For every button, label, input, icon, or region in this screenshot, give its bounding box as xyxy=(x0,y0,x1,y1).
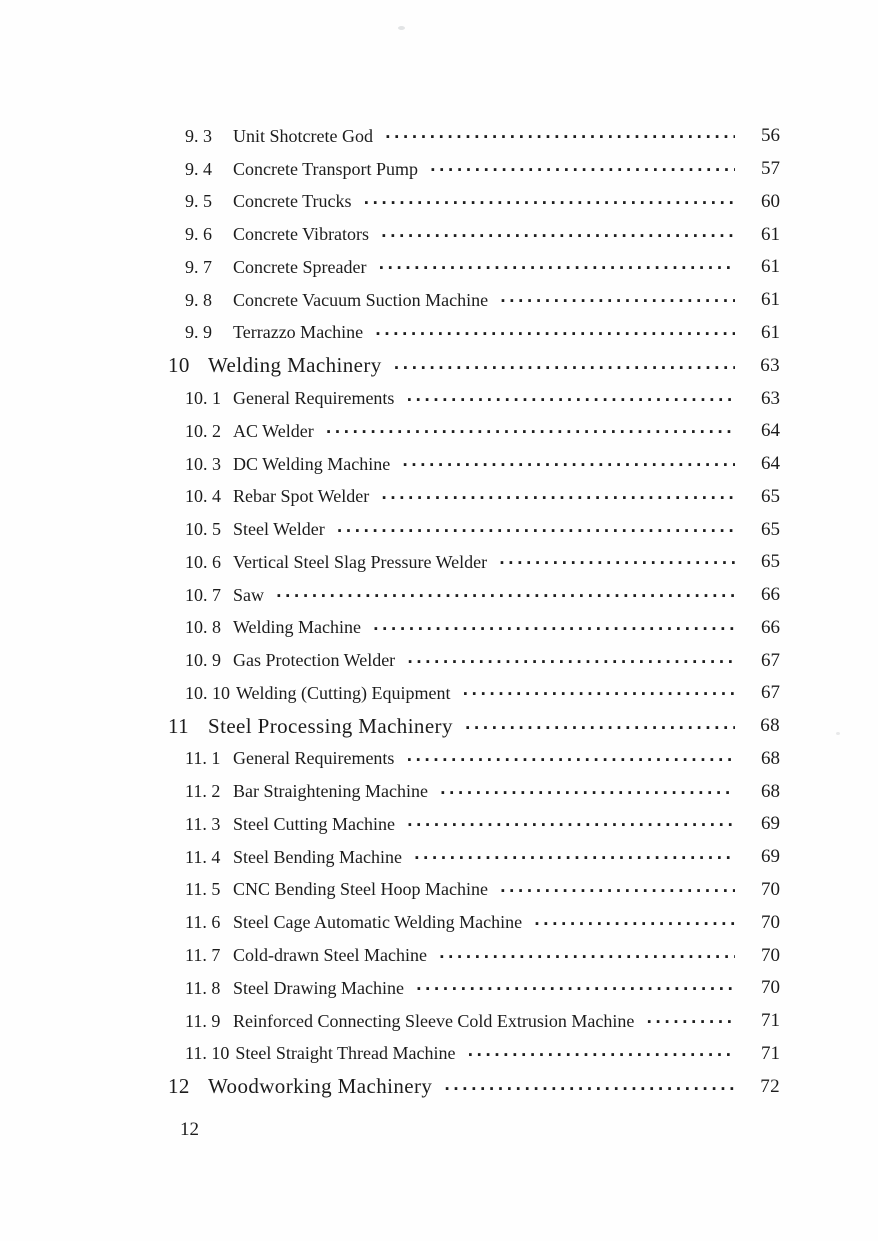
entry-number: 11. 3 xyxy=(185,813,221,834)
entry-number: 10. 10 xyxy=(185,682,230,703)
toc-entry xyxy=(168,153,780,186)
entry-number: 10. 2 xyxy=(185,420,221,441)
entry-title: CNC Bending Steel Hoop Machine xyxy=(233,879,488,900)
entry-title: Steel Bending Machine xyxy=(233,846,402,867)
dot-leader xyxy=(465,714,735,738)
entry-page: 70 xyxy=(761,878,780,900)
dot-leader xyxy=(463,681,735,705)
entry-title: DC Welding Machine xyxy=(233,453,391,474)
toc-entry xyxy=(168,349,780,382)
entry-number: 9. 7 xyxy=(185,256,212,277)
toc-entry xyxy=(168,382,780,415)
dot-leader xyxy=(402,452,735,476)
toc-entry xyxy=(168,513,780,546)
toc-entry xyxy=(168,611,780,644)
entry-number: 12 xyxy=(168,1074,190,1099)
dot-leader xyxy=(467,1042,735,1066)
entry-page: 69 xyxy=(761,846,780,868)
dot-leader xyxy=(378,255,735,279)
entry-number: 11. 4 xyxy=(185,846,221,867)
dot-leader xyxy=(500,288,735,312)
entry-title: Reinforced Connecting Sleeve Cold Extrusion Machine xyxy=(233,1010,635,1031)
toc-entry xyxy=(168,874,780,907)
entry-page: 66 xyxy=(761,616,780,638)
entry-title: Gas Protection Welder xyxy=(233,650,396,671)
entry-number: 11. 5 xyxy=(185,879,221,900)
toc-entry xyxy=(168,972,780,1005)
toc-entry xyxy=(168,415,780,448)
toc-entry xyxy=(168,186,780,219)
entry-title: Steel Welder xyxy=(233,519,325,540)
entry-page: 70 xyxy=(761,977,780,999)
dot-leader xyxy=(499,550,735,574)
entry-title: Concrete Spreader xyxy=(233,256,367,277)
entry-number: 11. 10 xyxy=(185,1043,230,1064)
toc-entry xyxy=(168,1070,780,1103)
toc-entry xyxy=(168,579,780,612)
entry-number: 10. 3 xyxy=(185,453,221,474)
entry-number: 9. 8 xyxy=(185,289,212,310)
toc-entry xyxy=(168,120,780,153)
entry-page: 65 xyxy=(761,551,780,573)
dot-leader xyxy=(276,583,735,607)
entry-number: 9. 9 xyxy=(185,322,212,343)
entry-title: Concrete Transport Pump xyxy=(233,158,419,179)
dot-leader xyxy=(439,944,735,968)
entry-page: 69 xyxy=(761,813,780,835)
entry-number: 11. 8 xyxy=(185,977,221,998)
entry-page: 68 xyxy=(760,715,780,737)
toc-entry xyxy=(168,546,780,579)
entry-page: 63 xyxy=(760,354,780,376)
scan-artifact xyxy=(836,732,840,735)
entry-title: Steel Straight Thread Machine xyxy=(235,1043,456,1064)
entry-title: Cold-drawn Steel Machine xyxy=(233,945,427,966)
entry-number: 11. 7 xyxy=(185,945,221,966)
entry-title: Steel Cage Automatic Welding Machine xyxy=(233,912,523,933)
dot-leader xyxy=(407,649,735,673)
dot-leader xyxy=(406,747,735,771)
entry-page: 70 xyxy=(761,944,780,966)
entry-title: Concrete Trucks xyxy=(233,191,352,212)
dot-leader xyxy=(381,223,735,247)
entry-number: 10. 1 xyxy=(185,388,221,408)
entry-title: Steel Cutting Machine xyxy=(233,813,395,834)
toc-entry xyxy=(168,906,780,939)
entry-title: Vertical Steel Slag Pressure Welder xyxy=(233,551,488,572)
entry-title: AC Welder xyxy=(233,420,314,441)
entry-title: Rebar Spot Welder xyxy=(233,486,370,507)
entry-title: Unit Shotcrete God xyxy=(233,125,373,146)
toc-entry xyxy=(168,251,780,284)
entry-number: 11. 9 xyxy=(185,1010,221,1031)
entry-page: 65 xyxy=(761,485,780,507)
entry-number: 10. 8 xyxy=(185,617,221,638)
entry-number: 9. 6 xyxy=(185,224,212,245)
entry-number: 10. 9 xyxy=(185,650,221,671)
toc-entry xyxy=(168,317,780,350)
dot-leader xyxy=(440,780,735,804)
toc-entry xyxy=(168,939,780,972)
toc-entry xyxy=(168,710,780,743)
entry-number: 9. 3 xyxy=(185,125,212,146)
dot-leader xyxy=(406,387,735,411)
entry-page: 70 xyxy=(761,911,780,933)
toc-entry xyxy=(168,677,780,710)
entry-number: 10 xyxy=(168,353,190,378)
entry-page: 68 xyxy=(761,747,780,769)
dot-leader xyxy=(385,124,735,148)
table-of-contents xyxy=(168,120,780,1103)
dot-leader xyxy=(394,354,735,378)
entry-page: 72 xyxy=(760,1075,780,1097)
dot-leader xyxy=(381,485,735,509)
entry-number: 11. 1 xyxy=(185,748,221,769)
toc-entry xyxy=(168,1037,780,1070)
toc-entry xyxy=(168,743,780,776)
entry-page: 64 xyxy=(761,420,780,442)
dot-leader xyxy=(534,911,735,935)
entry-page: 57 xyxy=(761,158,780,180)
toc-entry xyxy=(168,480,780,513)
entry-number: 11 xyxy=(168,713,190,738)
dot-leader xyxy=(326,419,735,443)
entry-page: 66 xyxy=(761,584,780,606)
dot-leader xyxy=(646,1009,735,1033)
entry-title: General Requirements xyxy=(233,748,395,769)
entry-title: Terrazzo Machine xyxy=(233,322,364,343)
entry-page: 63 xyxy=(761,387,780,409)
toc-entry xyxy=(168,218,780,251)
entry-number: 10. 7 xyxy=(185,584,221,605)
entry-page: 61 xyxy=(761,256,780,278)
entry-title: Steel Processing Machinery xyxy=(208,713,453,738)
entry-title: Steel Drawing Machine xyxy=(233,977,404,998)
entry-number: 9. 5 xyxy=(185,191,212,212)
footer-page-number: 12 xyxy=(180,1119,199,1140)
entry-title: Saw xyxy=(233,584,264,605)
entry-page: 61 xyxy=(761,321,780,343)
toc-entry xyxy=(168,284,780,317)
dot-leader xyxy=(364,190,736,214)
dot-leader xyxy=(414,845,735,869)
entry-number: 10. 6 xyxy=(185,551,221,572)
entry-page: 64 xyxy=(761,453,780,475)
entry-title: Concrete Vibrators xyxy=(233,224,370,245)
dot-leader xyxy=(407,812,735,836)
entry-title: Woodworking Machinery xyxy=(208,1074,433,1099)
toc-entry xyxy=(168,644,780,677)
dot-leader xyxy=(416,976,735,1000)
entry-title: Welding Machine xyxy=(233,617,362,638)
dot-leader xyxy=(500,878,735,902)
entry-page: 60 xyxy=(761,190,780,212)
dot-leader xyxy=(430,157,735,181)
toc-entry xyxy=(168,448,780,481)
entry-page: 67 xyxy=(761,649,780,671)
toc-entry xyxy=(168,1005,780,1038)
entry-number: 10. 5 xyxy=(185,519,221,540)
entry-page: 71 xyxy=(761,1010,780,1032)
dot-leader xyxy=(337,518,735,542)
entry-number: 11. 2 xyxy=(185,781,221,802)
entry-page: 71 xyxy=(761,1042,780,1064)
entry-page: 67 xyxy=(761,682,780,704)
dot-leader xyxy=(375,321,735,345)
toc-entry xyxy=(168,775,780,808)
dot-leader xyxy=(444,1075,735,1099)
entry-title: Welding (Cutting) Equipment xyxy=(236,682,451,703)
entry-page: 61 xyxy=(761,289,780,311)
scan-artifact xyxy=(398,26,405,30)
entry-page: 65 xyxy=(761,518,780,540)
entry-page: 68 xyxy=(761,780,780,802)
entry-page: 61 xyxy=(761,223,780,245)
entry-number: 10. 4 xyxy=(185,486,221,507)
entry-page: 56 xyxy=(761,125,780,147)
entry-title: General Requirements xyxy=(233,388,395,408)
toc-entry xyxy=(168,808,780,841)
entry-title: Welding Machinery xyxy=(208,353,382,378)
entry-title: Bar Straightening Machine xyxy=(233,781,428,802)
toc-entry xyxy=(168,841,780,874)
entry-title: Concrete Vacuum Suction Machine xyxy=(233,289,489,310)
entry-number: 11. 6 xyxy=(185,912,221,933)
dot-leader xyxy=(373,616,735,640)
entry-number: 9. 4 xyxy=(185,158,212,179)
